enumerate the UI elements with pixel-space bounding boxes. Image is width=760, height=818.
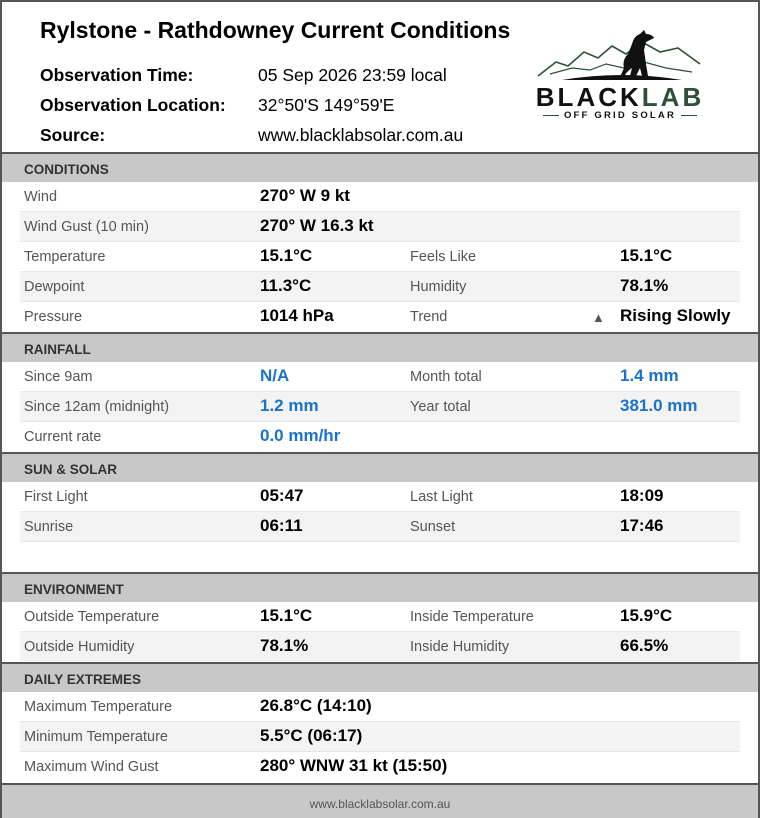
first-light-row: [20, 482, 740, 512]
daily-extremes-heading: DAILY EXTREMES: [24, 672, 142, 687]
daily-extremes-header: [2, 662, 758, 692]
last-light-label: Last Light: [410, 489, 473, 505]
sunrise-row: [20, 512, 740, 542]
wind-label: Wind: [24, 189, 58, 205]
pressure-value: 1014 hPa: [260, 306, 334, 325]
sunrise-value: 06:11: [260, 516, 303, 535]
wind-gust-label: Wind Gust (10 min): [24, 219, 149, 235]
since-9am-label: Since 9am: [24, 369, 93, 385]
source-label: Source:: [40, 125, 106, 145]
source-value: www.blacklabsolar.com.au: [258, 125, 464, 145]
min-temperature-label: Minimum Temperature: [24, 729, 168, 745]
observation-time-label: Observation Time:: [40, 65, 194, 85]
inside-humidity-value: 66.5%: [620, 636, 669, 655]
wind-row: [20, 182, 740, 212]
dog-mountain-icon: [532, 24, 712, 82]
environment-heading: ENVIRONMENT: [24, 582, 124, 597]
year-total-label: Year total: [410, 399, 471, 415]
last-light-value: 18:09: [620, 486, 664, 505]
pressure-row: [20, 302, 740, 331]
footer-link[interactable]: www.blacklabsolar.com.au: [309, 797, 451, 811]
max-wind-gust-value: 280° WNW 31 kt (15:50): [260, 756, 448, 775]
humidity-value: 78.1%: [620, 276, 669, 295]
conditions-header: [2, 152, 758, 182]
environment-humidity-row: [20, 632, 740, 661]
rainfall-heading: RAINFALL: [24, 342, 91, 357]
logo-tagline: OFF GRID SOLAR: [532, 110, 708, 121]
blacklab-logo: [532, 24, 712, 124]
since-9am-row: [20, 362, 740, 392]
outside-temperature-value: 15.1°C: [260, 606, 313, 625]
max-temperature-row: [20, 692, 740, 722]
logo-word-lab: LAB: [641, 82, 705, 112]
observation-location-label: Observation Location:: [40, 95, 226, 115]
inside-humidity-label: Inside Humidity: [410, 639, 510, 655]
logo-wordmark: [532, 82, 708, 113]
sunset-value: 17:46: [620, 516, 664, 535]
temperature-value: 15.1°C: [260, 246, 313, 265]
page-title: Rylstone - Rathdowney Current Conditions: [40, 17, 511, 43]
observation-time-value: 05 Sep 2026 23:59 local: [258, 65, 447, 85]
outside-temperature-label: Outside Temperature: [24, 609, 160, 625]
current-rate-value: 0.0 mm/hr: [260, 426, 341, 445]
min-temperature-value: 5.5°C (06:17): [260, 726, 363, 745]
min-temperature-row: [20, 722, 740, 752]
observation-location-value: 32°50'S 149°59'E: [258, 95, 395, 115]
max-wind-gust-row: [20, 752, 740, 781]
first-light-value: 05:47: [260, 486, 304, 505]
max-temperature-label: Maximum Temperature: [24, 699, 173, 715]
conditions-heading: CONDITIONS: [24, 162, 109, 177]
dewpoint-value: 11.3°C: [260, 276, 312, 295]
environment-header: [2, 572, 758, 602]
wind-gust-value: 270° W 16.3 kt: [260, 216, 374, 235]
temperature-label: Temperature: [24, 249, 106, 265]
current-rate-row: [20, 422, 740, 451]
sunset-label: Sunset: [410, 519, 456, 535]
outside-humidity-label: Outside Humidity: [24, 639, 135, 655]
logo-word-black: BLACK: [535, 82, 642, 112]
month-total-value: 1.4 mm: [620, 366, 679, 385]
empty-row: [20, 542, 740, 572]
year-total-value: 381.0 mm: [620, 396, 698, 415]
wind-gust-row: [20, 212, 740, 242]
inside-temperature-value: 15.9°C: [620, 606, 673, 625]
since-9am-value: N/A: [260, 366, 290, 385]
environment-temperature-row: [20, 602, 740, 632]
since-12am-row: [20, 392, 740, 422]
outside-humidity-value: 78.1%: [260, 636, 309, 655]
max-wind-gust-label: Maximum Wind Gust: [24, 759, 159, 775]
feels-like-value: 15.1°C: [620, 246, 673, 265]
month-total-label: Month total: [410, 369, 482, 385]
trend-label: Trend: [410, 309, 448, 325]
footer: [2, 783, 758, 818]
pressure-label: Pressure: [24, 309, 83, 325]
feels-like-label: Feels Like: [410, 249, 477, 265]
temperature-row: [20, 242, 740, 272]
wind-value: 270° W 9 kt: [260, 186, 350, 205]
humidity-label: Humidity: [410, 279, 467, 295]
up-triangle-icon: ▲: [592, 310, 605, 325]
since-12am-label: Since 12am (midnight): [24, 399, 170, 415]
sun-solar-header: [2, 452, 758, 482]
sunrise-label: Sunrise: [24, 519, 74, 535]
dewpoint-label: Dewpoint: [24, 279, 85, 295]
max-temperature-value: 26.8°C (14:10): [260, 696, 372, 715]
dewpoint-row: [20, 272, 740, 302]
since-12am-value: 1.2 mm: [260, 396, 319, 415]
inside-temperature-label: Inside Temperature: [410, 609, 534, 625]
sun-solar-heading: SUN & SOLAR: [24, 462, 118, 477]
current-rate-label: Current rate: [24, 429, 102, 445]
header: [2, 2, 758, 152]
trend-value: Rising Slowly: [620, 306, 731, 325]
rainfall-header: [2, 332, 758, 362]
first-light-label: First Light: [24, 489, 88, 505]
